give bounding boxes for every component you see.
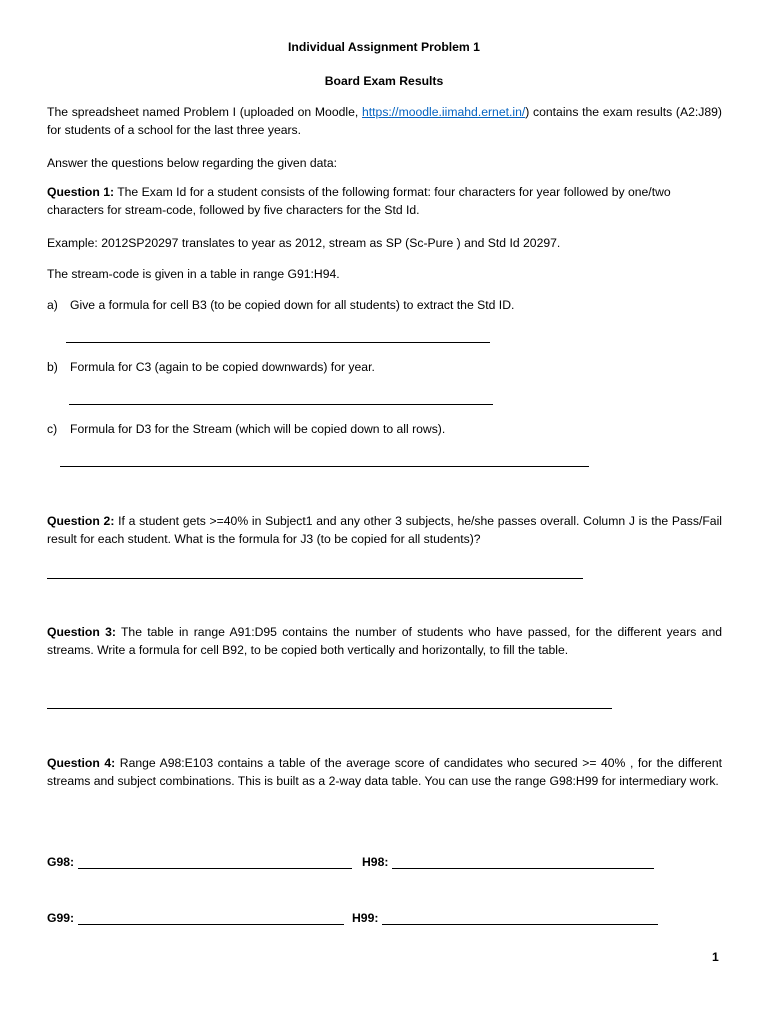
answer-line-g99[interactable] [78,924,344,925]
field-label-g98: G98: [47,855,75,869]
intro-text-after: ) contains the exam results (A2:J89) for students of a school for the last three years. [47,105,722,137]
field-label-g99: G99: [47,911,75,925]
instruction-text: Answer the questions below regarding the given data: [47,156,337,170]
field-label-h98: H98: [362,855,389,869]
part-a-text: Give a formula for cell B3 (to be copied down for all students) to extract the Std ID. [70,298,515,312]
question4-label: Question 4: [47,756,116,770]
question3-label: Question 3: [47,625,116,639]
question1-example: Example: 2012SP20297 translates to year as 2012, stream as SP (Sc-Pure ) and Std Id 20297. [47,236,561,250]
question1-text: The Exam Id for a student consists of the following format: four characters for year followed by one/two characters for stream-code, followed by five characters for the Std Id. [47,185,671,217]
intro-text-before: The spreadsheet named Problem I (uploaded on Moodle, [47,105,362,119]
part-b-label: b) [47,360,58,374]
question3-text: The table in range A91:D95 contains the number of students who have passed, for the different years and streams. Write a formula for cell B92, to be copied both vertically and horizontally, to fill the table. [47,625,722,657]
answer-line-a[interactable] [66,342,490,343]
part-c-label: c) [47,422,58,436]
answer-line-q3[interactable] [47,708,612,709]
question2-text: If a student gets >=40% in Subject1 and any other 3 subjects, he/she passes overall. Column J is the Pass/Fail result for each student. What is the formula for J3 (to be copied for all students)? [47,514,722,546]
answer-line-b[interactable] [69,404,493,405]
question1-label: Question 1: [47,185,115,199]
answer-line-q2[interactable] [47,578,583,579]
question3-paragraph [47,623,722,659]
question4-text: Range A98:E103 contains a table of the average score of candidates who secured >= 40% , for the different streams and subject combinations. This is built as a 2-way data table. You can use the range G98:H99 for intermediary work. [47,756,722,788]
page-number: 1 [712,950,719,964]
question4-paragraph [47,754,722,790]
answer-line-g98[interactable] [78,868,352,869]
question2-label: Question 2: [47,514,115,528]
field-label-h99: H99: [352,911,379,925]
part-a-label: a) [47,298,58,312]
answer-line-h98[interactable] [392,868,654,869]
intro-paragraph [47,103,722,139]
question1-paragraph [47,183,722,219]
part-b-text: Formula for C3 (again to be copied downwards) for year. [70,360,375,374]
answer-line-h99[interactable] [382,924,658,925]
answer-line-c[interactable] [60,466,589,467]
question1-part-a [47,296,514,314]
moodle-link[interactable]: https://moodle.iimahd.ernet.in/ [361,105,526,119]
page-title: Individual Assignment Problem 1 [288,40,480,54]
question1-note: The stream-code is given in a table in range G91:H94. [47,267,340,281]
question2-paragraph [47,512,722,548]
question1-part-c [47,420,445,438]
question1-part-b [47,358,375,376]
part-c-text: Formula for D3 for the Stream (which will be copied down to all rows). [70,422,446,436]
page-subtitle: Board Exam Results [324,74,444,88]
